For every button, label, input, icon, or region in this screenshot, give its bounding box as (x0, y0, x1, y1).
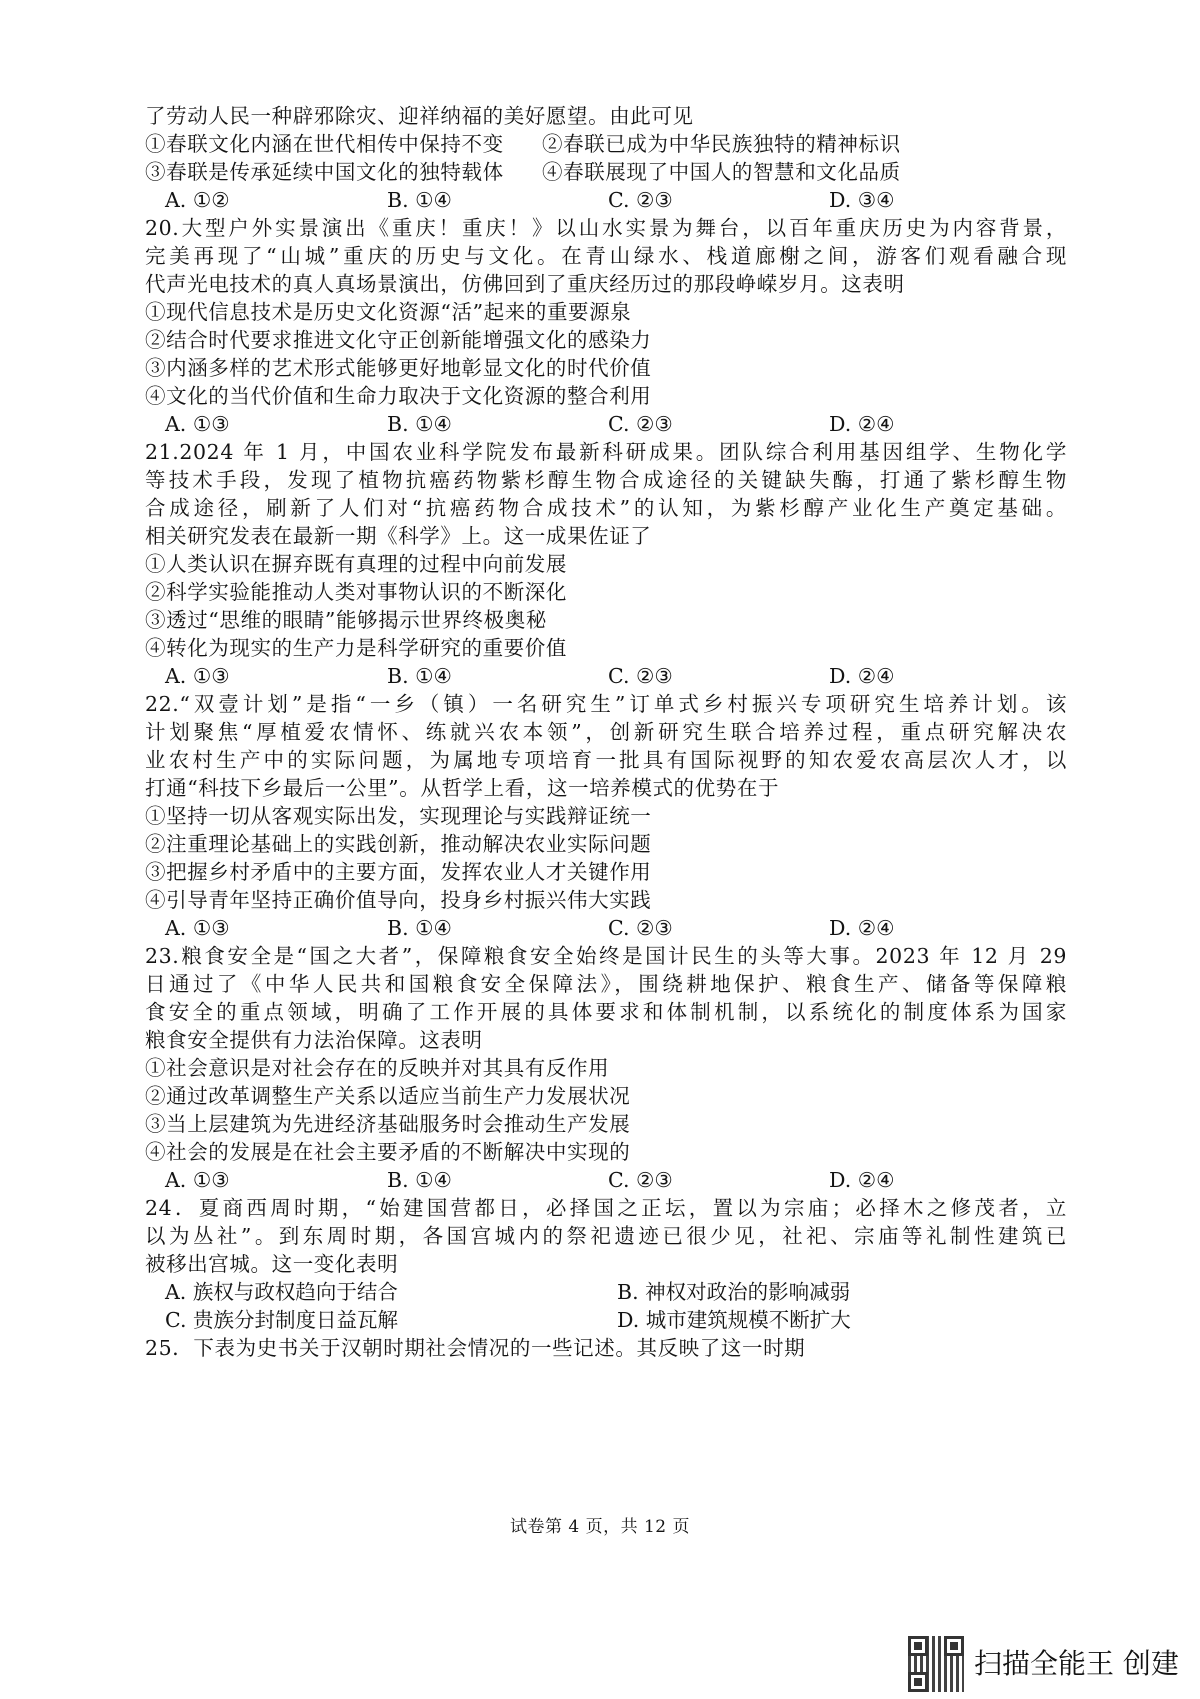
q19-choice-b: B. ①④ (387, 188, 452, 212)
q20-stem-line-2: 完美再现了“山城”重庆的历史与文化。在青山绿水、栈道廊榭之间，游客们观看融合现 (145, 244, 1067, 268)
q21-choice-b: B. ①④ (387, 664, 452, 688)
q21-stem-line-1: 21.2024 年 1 月，中国农业科学院发布最新科研成果。团队综合利用基因组学、生物化学 (145, 440, 1067, 464)
q24-choice-d: D. 城市建筑规模不断扩大 (617, 1308, 851, 1332)
q19-choice-a: A. ①② (165, 188, 230, 212)
q23-choice-a: A. ①③ (165, 1168, 230, 1192)
q23-option-2: ②通过改革调整生产关系以适应当前生产力发展状况 (145, 1084, 631, 1108)
q19-choice-d: D. ③④ (829, 188, 895, 212)
q19-option-1: ①春联文化内涵在世代相传中保持不变 (145, 132, 504, 156)
q23-stem-line-4: 粮食安全提供有力法治保障。这表明 (145, 1028, 483, 1052)
page-footer: 试卷第 4 页，共 12 页 (509, 1517, 691, 1537)
q23-option-4: ④社会的发展是在社会主要矛盾的不断解决中实现的 (145, 1140, 631, 1164)
q24-choice-a: A. 族权与政权趋向于结合 (165, 1280, 398, 1304)
q24-stem-line-1: 24．夏商西周时期，“始建国营都日，必择国之正坛，置以为宗庙；必择木之修茂者，立 (145, 1196, 1067, 1220)
q23-option-1: ①社会意识是对社会存在的反映并对其具有反作用 (145, 1056, 610, 1080)
q21-option-3: ③透过“思维的眼睛”能够揭示世界终极奥秘 (145, 608, 547, 632)
q20-option-4: ④文化的当代价值和生命力取决于文化资源的整合利用 (145, 384, 652, 408)
q23-stem-line-1: 23.粮食安全是“国之大者”，保障粮食安全始终是国计民生的头等大事。2023 年 12 月 29 (145, 944, 1067, 968)
q23-choice-d: D. ②④ (829, 1168, 895, 1192)
q22-stem-line-1: 22.“双壹计划”是指“一乡（镇）一名研究生”订单式乡村振兴专项研究生培养计划。该 (145, 692, 1067, 716)
q22-choice-d: D. ②④ (829, 916, 895, 940)
qr-code-icon (908, 1636, 964, 1692)
q21-option-4: ④转化为现实的生产力是科学研究的重要价值 (145, 636, 567, 660)
q22-option-1: ①坚持一切从客观实际出发，实现理论与实践辩证统一 (145, 804, 652, 828)
q22-stem-line-2: 计划聚焦“厚植爱农情怀、练就兴农本领”，创新研究生联合培养过程，重点研究解决农 (145, 720, 1067, 744)
q23-option-3: ③当上层建筑为先进经济基础服务时会推动生产发展 (145, 1112, 631, 1136)
q22-choice-a: A. ①③ (165, 916, 230, 940)
q21-option-1: ①人类认识在摒弃既有真理的过程中向前发展 (145, 552, 567, 576)
watermark-text: 扫描全能王 创建 (974, 1647, 1179, 1680)
q19-stem-tail: 了劳动人民一种辟邪除灾、迎祥纳福的美好愿望。由此可见 (145, 104, 694, 128)
q21-stem-line-4: 相关研究发表在最新一期《科学》上。这一成果佐证了 (145, 524, 652, 548)
q21-stem-line-3: 合成途径，刷新了人们对“抗癌药物合成技术”的认知，为紫杉醇产业化生产奠定基础。 (145, 496, 1067, 520)
q20-stem-line-1: 20.大型户外实景演出《重庆！重庆！》以山水实景为舞台，以百年重庆历史为内容背景， (145, 216, 1067, 240)
q24-stem-line-3: 被移出宫城。这一变化表明 (145, 1252, 399, 1276)
q20-choice-c: C. ②③ (608, 412, 673, 436)
q20-choice-a: A. ①③ (165, 412, 230, 436)
q22-option-3: ③把握乡村矛盾中的主要方面，发挥农业人才关键作用 (145, 860, 652, 884)
q24-choice-c: C. 贵族分封制度日益瓦解 (165, 1308, 398, 1332)
q22-choice-b: B. ①④ (387, 916, 452, 940)
q20-choice-b: B. ①④ (387, 412, 452, 436)
q22-option-4: ④引导青年坚持正确价值导向，投身乡村振兴伟大实践 (145, 888, 652, 912)
q19-option-4: ④春联展现了中国人的智慧和文化品质 (542, 160, 901, 184)
q22-stem-line-3: 业农村生产中的实际问题，为属地专项培育一批具有国际视野的知农爱农高层次人才，以 (145, 748, 1067, 772)
q20-option-3: ③内涵多样的艺术形式能够更好地彰显文化的时代价值 (145, 356, 652, 380)
q21-option-2: ②科学实验能推动人类对事物认识的不断深化 (145, 580, 567, 604)
q21-choice-d: D. ②④ (829, 664, 895, 688)
q19-option-2: ②春联已成为中华民族独特的精神标识 (542, 132, 901, 156)
q19-option-3: ③春联是传承延续中国文化的独特载体 (145, 160, 504, 184)
q23-stem-line-3: 食安全的重点领域，明确了工作开展的具体要求和体制机制，以系统化的制度体系为国家 (145, 1000, 1067, 1024)
q22-option-2: ②注重理论基础上的实践创新，推动解决农业实际问题 (145, 832, 652, 856)
q21-choice-c: C. ②③ (608, 664, 673, 688)
q20-choice-d: D. ②④ (829, 412, 895, 436)
q23-choice-b: B. ①④ (387, 1168, 452, 1192)
q25-stem: 25．下表为史书关于汉朝时期社会情况的一些记述。其反映了这一时期 (145, 1336, 806, 1360)
q20-option-2: ②结合时代要求推进文化守正创新能增强文化的感染力 (145, 328, 652, 352)
q24-choice-b: B. 神权对政治的影响减弱 (617, 1280, 851, 1304)
q23-stem-line-2: 日通过了《中华人民共和国粮食安全保障法》，围绕耕地保护、粮食生产、储备等保障粮 (145, 972, 1067, 996)
q22-choice-c: C. ②③ (608, 916, 673, 940)
q20-option-1: ①现代信息技术是历史文化资源“活”起来的重要源泉 (145, 300, 632, 324)
q19-choice-c: C. ②③ (608, 188, 673, 212)
q23-choice-c: C. ②③ (608, 1168, 673, 1192)
q20-stem-line-3: 代声光电技术的真人真场景演出，仿佛回到了重庆经历过的那段峥嵘岁月。这表明 (145, 272, 905, 296)
q21-stem-line-2: 等技术手段，发现了植物抗癌药物紫杉醇生物合成途径的关键缺失酶，打通了紫杉醇生物 (145, 468, 1067, 492)
q24-stem-line-2: 以为丛社”。到东周时期，各国宫城内的祭祀遗迹已很少见，社祀、宗庙等礼制性建筑已 (145, 1224, 1067, 1248)
q21-choice-a: A. ①③ (165, 664, 230, 688)
q22-stem-line-4: 打通“科技下乡最后一公里”。从哲学上看，这一培养模式的优势在于 (145, 776, 780, 800)
